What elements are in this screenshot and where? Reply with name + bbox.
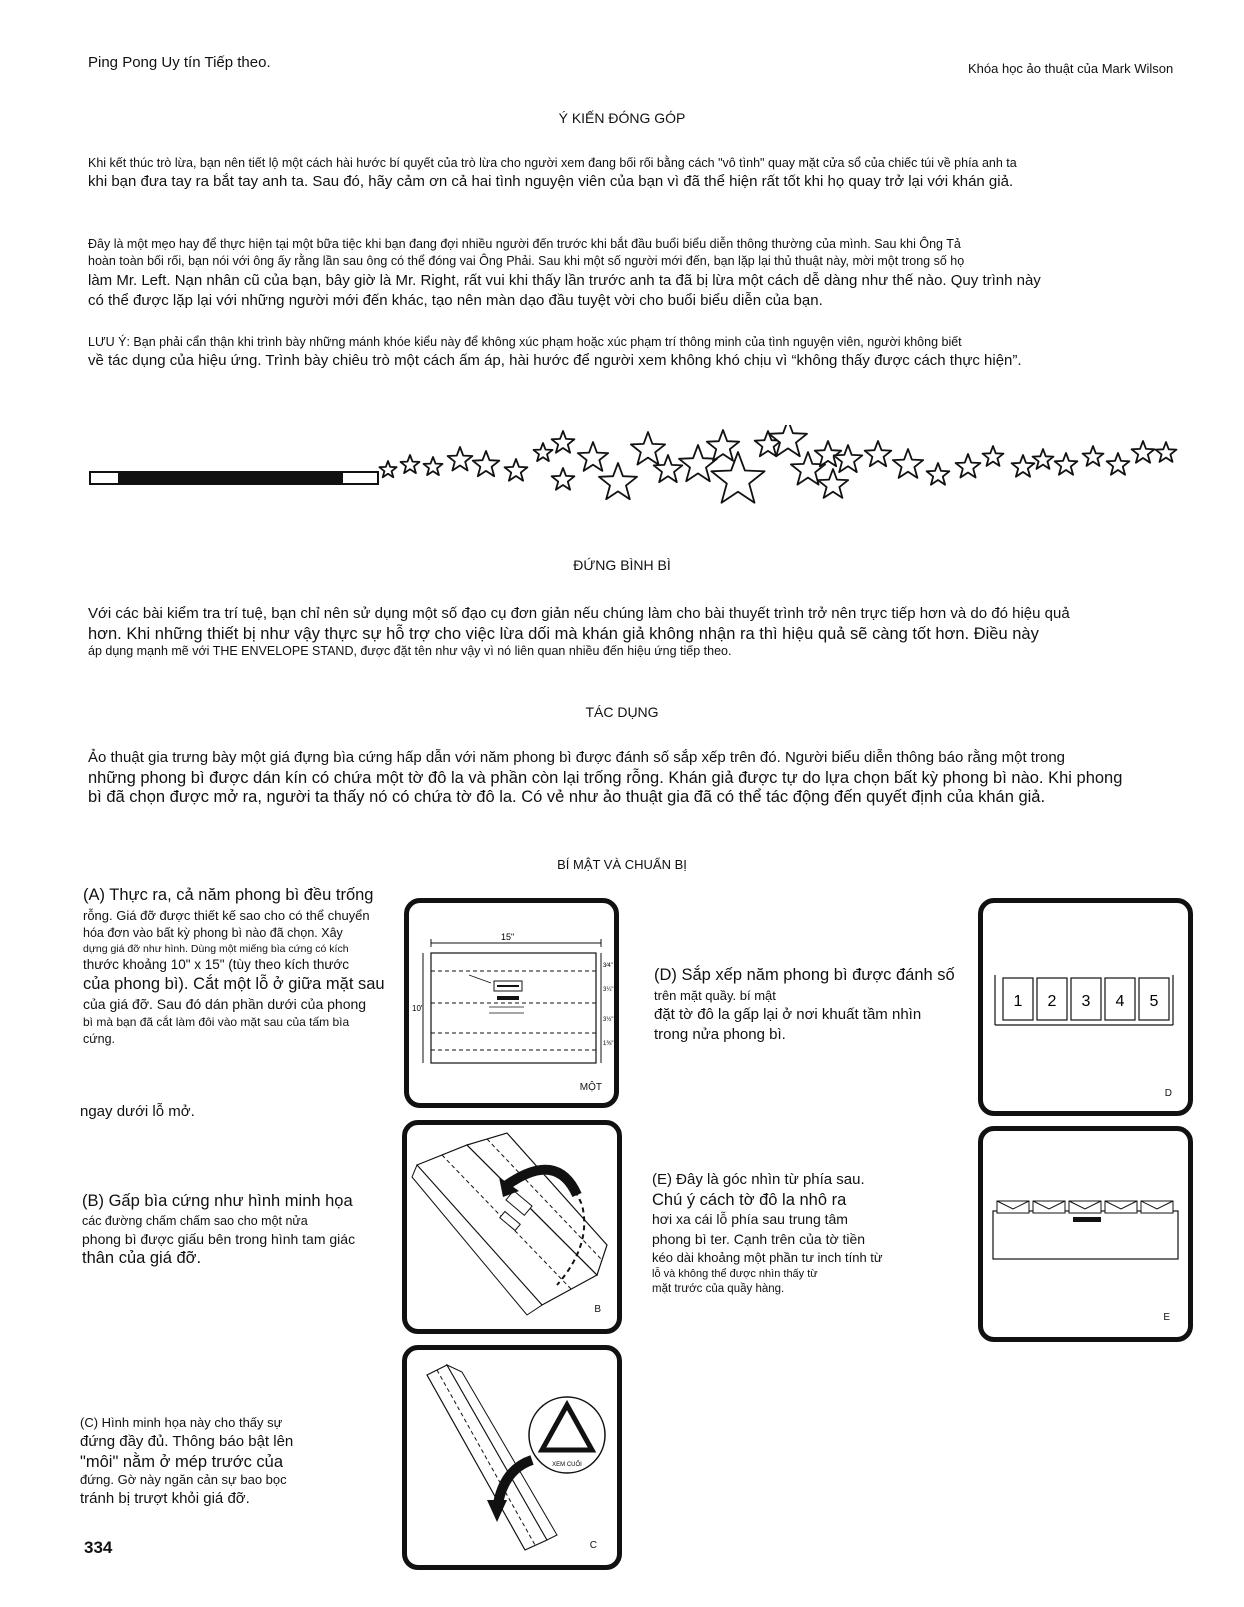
caption-line: thân của giá đỡ.: [82, 1249, 202, 1268]
stand-assembly-diagram: [407, 1350, 617, 1565]
caption-line: (E) Đây là góc nhìn từ phía sau.: [652, 1171, 865, 1188]
figure-d-envelopes-front: [978, 898, 1193, 1116]
star-icon: [534, 443, 553, 461]
paragraph-envelope-intro: [88, 604, 1168, 658]
figure-label: C: [589, 1540, 597, 1551]
text-line: bì đã chọn được mở ra, người ta thấy nó có chứa tờ đô la. Có vẻ như ảo thuật gia đã có thể tác động đến quyết định của khán giả.: [88, 788, 1046, 807]
caption-e: [652, 1170, 962, 1298]
caption-line: "môi" nằm ở mép trước của: [80, 1452, 284, 1471]
star-icon: [893, 449, 923, 478]
caption-line: thước khoảng 10" x 15" (tùy theo kích thước: [83, 957, 349, 973]
star-icon: [834, 445, 863, 472]
star-icon: [1107, 453, 1130, 475]
figure-e-envelopes-back: [978, 1126, 1193, 1342]
paragraph-note: [88, 334, 1168, 372]
text-line: hơn. Khi những thiết bị như vậy thực sự hỗ trợ cho việc lừa dối mà khán giả không nhận ra thì hiệu quả sẽ càng tốt hơn. Điều này: [88, 624, 1039, 643]
caption-line: hơi xa cái lỗ phía sau trung tâm: [652, 1211, 848, 1228]
figure-label: D: [1164, 1088, 1172, 1099]
caption-line: Chú ý cách tờ đô la nhô ra: [652, 1190, 847, 1209]
text-line: có thể được lặp lại với những người mới đến khác, tạo nên màn dạo đầu tuyệt vời cho buổi biểu diễn của bạn.: [88, 292, 823, 310]
figure-a-template: [404, 898, 619, 1108]
figure-label: B: [594, 1304, 601, 1315]
star-icon: [1033, 449, 1054, 469]
paragraph-ending: [88, 155, 1168, 193]
text-line: Với các bài kiểm tra trí tuệ, bạn chỉ nên sử dụng một số đạo cụ đơn giản nếu chúng làm cho bài thuyết trình trở nên trực tiếp hơn và do đó hiệu quả: [88, 605, 1070, 622]
star-icon: [1055, 453, 1078, 475]
text-line: làm Mr. Left. Nạn nhân cũ của bạn, bây giờ là Mr. Right, rất vui khi thấy lần trước anh ta đã bị lừa một cách dễ dàng như thế nào. Quy trình này: [88, 271, 1041, 289]
star-icon: [815, 441, 842, 466]
caption-line: trên mặt quầy. bí mật: [654, 987, 776, 1003]
star-icon: [631, 432, 665, 465]
dimension-height: 10": [412, 1004, 424, 1013]
paragraph-effect: [88, 748, 1168, 808]
caption-line: trong nửa phong bì.: [654, 1026, 786, 1044]
star-icon: [505, 459, 528, 481]
star-icon: [401, 455, 420, 473]
text-line: những phong bì được dán kín có chứa một tờ đô la và phần còn lại trống rỗng. Khán giả được tự do lựa chọn bất kỳ phong bì nào. Khi phong: [88, 768, 1123, 787]
star-icon: [379, 461, 396, 477]
caption-b: [82, 1190, 392, 1268]
caption-a: [83, 884, 403, 1048]
caption-line: phong bì được giấu bên trong hình tam giác: [82, 1231, 356, 1248]
text-line: Khi kết thúc trò lừa, bạn nên tiết lộ một cách hài hước bí quyết của trò lừa cho người xem đang bối rối bằng cách "vô tình" quay mặt cửa sổ của chiếc túi về phía anh ta: [88, 156, 1017, 170]
text-line: Đây là một mẹo hay để thực hiện tại một bữa tiệc khi bạn đang đợi nhiều người đến trước khi bắt đầu buổi biểu diễn thông thường của mình. Sau khi Ông Tả: [88, 237, 961, 251]
star-icon: [983, 446, 1004, 466]
wand-stars-divider: [88, 425, 1198, 530]
section-heading-secret: BÍ MẬT VÀ CHUẨN BỊ: [557, 857, 687, 872]
star-icon: [448, 447, 473, 471]
star-icon: [599, 463, 637, 499]
running-header-left: Ping Pong Uy tín Tiếp theo.: [88, 54, 271, 71]
section-heading-contributions: Ý KIẾN ĐÓNG GÓP: [558, 110, 686, 126]
running-header-right: Khóa học ảo thuật của Mark Wilson: [968, 61, 1174, 76]
caption-line: mặt trước của quầy hàng.: [652, 1283, 785, 1296]
star-icon: [711, 452, 764, 503]
star-icon: [424, 457, 443, 475]
text-line: LƯU Ý: Bạn phải cẩn thận khi trình bày những mánh khóe kiểu này để không xúc phạm hoặc xúc phạm trí thông minh của tình nguyện viên, người không biết: [88, 335, 962, 349]
envelope-number: 3: [1081, 993, 1091, 1010]
star-icon: [578, 442, 608, 471]
figure-c-full-stand: [402, 1345, 622, 1570]
numbered-envelopes-diagram: [983, 903, 1188, 1111]
caption-line: (D) Sắp xếp năm phong bì được đánh số: [654, 966, 955, 984]
caption-line: dựng giá đỡ như hình. Dùng một miếng bìa cứng có kích: [83, 942, 349, 955]
star-icon: [473, 451, 500, 476]
star-icon: [1012, 455, 1035, 477]
envelope-number: 4: [1115, 993, 1125, 1010]
caption-line: phong bì ter. Cạnh trên của tờ tiền: [652, 1230, 866, 1247]
caption-line: bì mà bạn đã cắt làm đôi vào mặt sau của tấm bìa: [83, 1015, 350, 1030]
caption-a-tail: ngay dưới lỗ mở.: [80, 1103, 195, 1120]
envelope-back: [1141, 1201, 1173, 1213]
text-line: áp dụng mạnh mẽ với THE ENVELOPE STAND, được đặt tên như vậy vì nó liên quan nhiều đến hiệu ứng tiếp theo.: [88, 643, 732, 658]
star-icon: [956, 454, 981, 478]
figure-b-folding: [402, 1120, 622, 1334]
dimension-width: 15": [501, 932, 515, 942]
dimension-label: 3½": [603, 1017, 614, 1023]
stars-decoration-icon: [379, 425, 1176, 503]
envelope-back: [997, 1201, 1029, 1213]
star-icon: [1083, 446, 1104, 466]
star-icon: [552, 431, 575, 453]
envelope-number: 2: [1047, 993, 1057, 1010]
caption-line: (B) Gấp bìa cứng như hình minh họa: [82, 1192, 353, 1210]
paragraph-party-tip: [88, 236, 1168, 312]
star-icon: [552, 468, 575, 490]
caption-line: lỗ và không thể được nhìn thấy từ: [652, 1268, 818, 1281]
dimension-label: 1⅜": [603, 1041, 614, 1047]
star-icon: [865, 441, 892, 466]
caption-line: đứng đầy đủ. Thông báo bật lên: [80, 1432, 294, 1450]
caption-c: [80, 1414, 360, 1509]
star-icon: [927, 463, 950, 485]
envelope-back: [1069, 1201, 1101, 1213]
text-line: khi bạn đưa tay ra bắt tay anh ta. Sau đó, hãy cảm ơn cả hai tình nguyện viên của bạn vì đã thể hiện rất tốt khi họ quay trở lại với khán giả.: [88, 173, 1014, 191]
caption-line: của giá đỡ. Sau đó dán phần dưới của phong: [83, 995, 367, 1012]
dimension-label: 3¼": [603, 987, 614, 993]
caption-line: của phong bì). Cắt một lỗ ở giữa mặt sau: [83, 975, 385, 994]
star-icon: [707, 430, 739, 461]
figure-label: E: [1163, 1312, 1170, 1323]
caption-line: (A) Thực ra, cả năm phong bì đều trống: [83, 886, 374, 904]
caption-line: các đường chấm chấm sao cho một nửa: [82, 1213, 308, 1228]
text-line: Ảo thuật gia trưng bày một giá đựng bìa cứng hấp dẫn với năm phong bì được đánh số sắp xếp trên đó. Người biểu diễn thông báo rằng một trong: [88, 749, 1065, 766]
text-line: hoàn toàn bối rối, bạn nói với ông ấy rằng lần sau ông có thể đóng vai Ông Phải. Sau khi một số người mới đến, bạn lặp lại thủ thuật này, mời một trong số họ: [88, 254, 965, 269]
envelope-back: [1105, 1201, 1137, 1213]
caption-line: hóa đơn vào bất kỳ phong bì nào đã chọn. Xây: [83, 925, 343, 940]
figure-label: MỘT: [579, 1082, 602, 1093]
caption-line: tránh bị trượt khỏi giá đỡ.: [80, 1489, 250, 1507]
text-line: về tác dụng của hiệu ứng. Trình bày chiêu trò một cách ấm áp, hài hước để người xem không khó chịu vì “không thấy được cách thực hiện”.: [88, 352, 1022, 370]
section-heading-effect: TÁC DỤNG: [585, 704, 659, 720]
caption-line: kéo dài khoảng một phần tư inch tính từ: [652, 1250, 883, 1266]
caption-line: cứng.: [83, 1031, 115, 1046]
envelope-number: 5: [1149, 993, 1159, 1010]
section-heading-envelope-stand: ĐỨNG BÌNH BÌ: [573, 557, 671, 573]
caption-line: đặt tờ đô la gấp lại ở nơi khuất tầm nhìn: [654, 1005, 922, 1023]
envelope-number: 1: [1013, 993, 1023, 1010]
dimension-label: 3⁄4": [603, 963, 613, 969]
envelope-back: [1033, 1201, 1065, 1213]
caption-d: [654, 964, 974, 1046]
caption-line: (C) Hình minh họa này cho thấy sự: [80, 1415, 283, 1430]
star-icon: [1132, 441, 1155, 463]
cardboard-template-diagram: [409, 903, 614, 1103]
page-number: 334: [84, 1538, 113, 1557]
caption-line: rỗng. Giá đỡ được thiết kế sao cho có thể chuyển: [83, 907, 370, 923]
inset-label: XEM CUỐI: [552, 1462, 582, 1468]
rear-view-diagram: [983, 1131, 1188, 1337]
star-icon: [1156, 442, 1177, 462]
star-icon: [679, 445, 717, 481]
magic-wand-icon: [90, 472, 378, 484]
caption-line: đứng. Gờ này ngăn cản sự bao bọc: [80, 1471, 287, 1487]
star-icon: [818, 469, 848, 498]
folding-diagram: [407, 1125, 617, 1329]
